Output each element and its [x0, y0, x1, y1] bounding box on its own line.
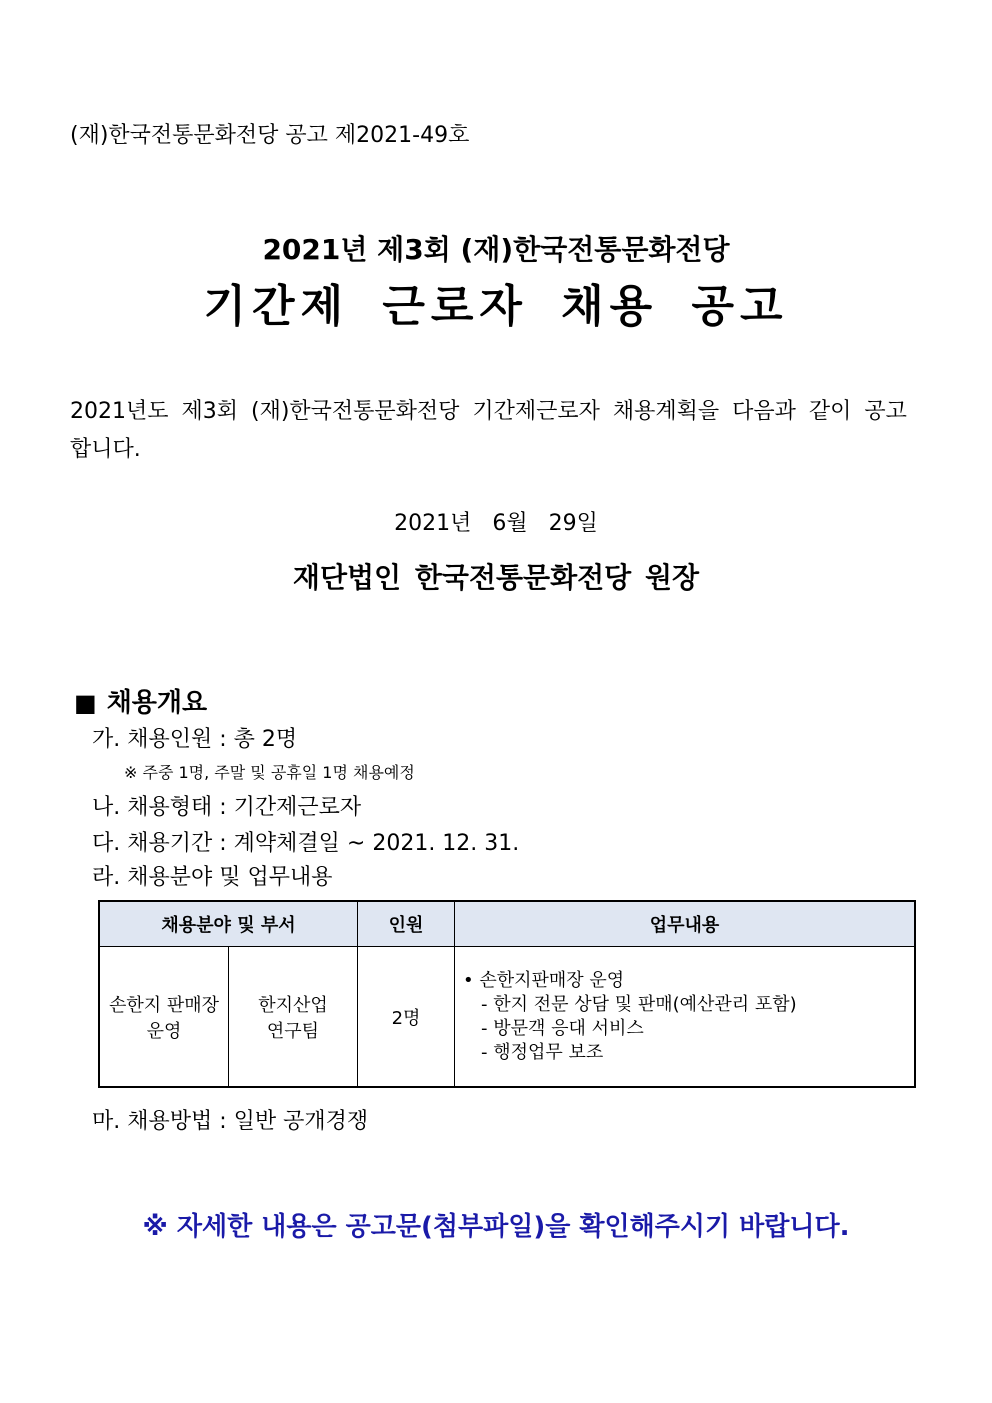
- recruitment-table: [98, 900, 916, 1088]
- field-line-2: 운영: [146, 1020, 182, 1042]
- item-employment-type: 나. 채용형태 : 기간제근로자: [92, 795, 362, 820]
- document-title: 기간제 근로자 채용 공고: [203, 281, 789, 332]
- item-recruit-count: 가. 채용인원 : 총 2명: [92, 727, 298, 752]
- duty-sub-1: - 한지 전문 상담 및 판매(예산관리 포함): [481, 993, 797, 1015]
- intro-line-2: 합니다.: [70, 437, 141, 462]
- item-employment-period: 다. 채용기간 : 계약체결일 ~ 2021. 12. 31.: [92, 831, 520, 856]
- duty-sub-2: - 방문객 응대 서비스: [481, 1017, 644, 1039]
- table-row: [99, 947, 915, 1088]
- section-heading: [74, 682, 207, 719]
- table-cell-count: 2명: [358, 947, 455, 1088]
- item-recruit-method: 마. 채용방법 : 일반 공개경쟁: [92, 1109, 369, 1134]
- item-recruit-note: ※ 주중 1명, 주말 및 공휴일 1명 채용예정: [124, 763, 415, 782]
- table-header-row: [99, 901, 915, 947]
- square-bullet-icon: ■: [74, 689, 97, 717]
- attachment-notice: ※ 자세한 내용은 공고문(첨부파일)을 확인해주시기 바랍니다.: [142, 1212, 850, 1242]
- document-subtitle: 2021년 제3회 (재)한국전통문화전당: [262, 233, 730, 266]
- department-line-1: 한지산업: [258, 994, 328, 1016]
- table-header-field: 채용분야 및 부서: [99, 901, 358, 947]
- table-cell-department: [229, 947, 358, 1088]
- item-field-duties: 라. 채용분야 및 업무내용: [92, 865, 333, 890]
- signer: 재단법인 한국전통문화전당 원장: [292, 561, 700, 594]
- department-line-2: 연구팀: [266, 1020, 320, 1042]
- announcement-number: (재)한국전통문화전당 공고 제2021-49호: [70, 123, 470, 148]
- table-header-count: 인원: [358, 901, 455, 947]
- table-header-duties: 업무내용: [455, 901, 916, 947]
- duty-main: • 손한지판매장 운영: [463, 969, 625, 991]
- intro-line-1: 2021년도 제3회 (재)한국전통문화전당 기간제근로자 채용계획을 다음과 같이 공고: [70, 399, 907, 424]
- announcement-date: 2021년 6월 29일: [394, 511, 598, 536]
- table-cell-field: [99, 947, 229, 1088]
- duty-sub-3: - 행정업무 보조: [481, 1041, 604, 1063]
- table-cell-duties: [455, 947, 916, 1088]
- section-heading-label: 채용개요: [106, 688, 208, 718]
- field-line-1: 손한지 판매장: [108, 994, 220, 1016]
